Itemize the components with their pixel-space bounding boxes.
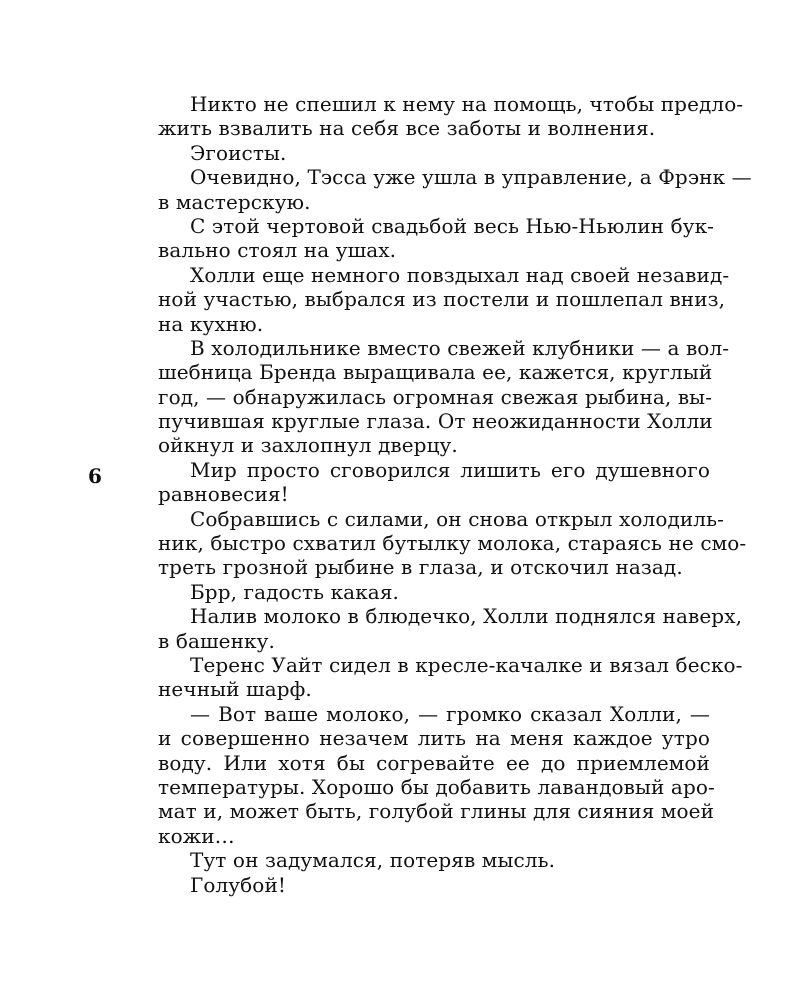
- text-line: С этой чертовой свадьбой весь Нью-Ньюлин бук-: [190, 213, 715, 238]
- paragraph: [158, 335, 730, 458]
- paragraph: [158, 848, 710, 872]
- text-line: воду. Или хотя бы согревайте ее до приемлемой: [158, 750, 710, 775]
- text-line: В холодильнике вместо свежей клубники — а вол-: [190, 335, 730, 360]
- text-line: нечный шарф.: [158, 677, 312, 702]
- text-line: Мир просто сговорился лишить его душевного: [190, 457, 710, 482]
- text-line: — Вот ваше молоко, — громко сказал Холли, —: [190, 701, 710, 726]
- paragraph: [158, 701, 715, 848]
- text-line: Теренс Уайт сидел в кресле-качалке и вязал беско-: [190, 652, 743, 677]
- paragraph: [158, 506, 747, 580]
- paragraph: [158, 262, 730, 336]
- paragraph: [158, 165, 752, 214]
- text-line: треть грозной рыбине в глаза, и отскочил назад.: [158, 555, 683, 580]
- paragraph: [158, 652, 743, 702]
- paragraph: [158, 580, 710, 604]
- text-line: в мастерскую.: [158, 189, 311, 214]
- paragraph: [158, 873, 710, 897]
- text-line: вально стоял на ушах.: [158, 238, 397, 263]
- text-line: Голубой!: [190, 872, 287, 897]
- text-line: Очевидно, Тэсса уже ушла в управление, а Фрэнк —: [190, 165, 752, 190]
- text-line: Тут он задумался, потеряв мысль.: [190, 848, 556, 873]
- text-line: пучившая круглые глаза. От неожиданности Холли: [158, 409, 713, 434]
- text-line: и совершенно незачем лить на меня каждое утро: [158, 726, 710, 751]
- body-text: [158, 92, 752, 897]
- text-line: Налив молоко в блюдечко, Холли поднялся наверх,: [190, 604, 743, 629]
- paragraph: [158, 604, 743, 653]
- text-line: Никто не спешил к нему на помощь, чтобы предло-: [190, 92, 744, 116]
- text-line: температуры. Хорошо бы добавить лавандовый аро-: [158, 774, 715, 799]
- text-line: ойкнул и захлопнул дверцу.: [158, 433, 458, 458]
- paragraph: [158, 92, 744, 141]
- text-line: в башенку.: [158, 628, 275, 653]
- text-line: кожи…: [158, 823, 235, 848]
- text-line: Собравшись с силами, он снова открыл холодиль-: [190, 506, 724, 531]
- text-line: Холли еще немного повздыхал над своей незавид-: [190, 262, 730, 287]
- text-line: Брр, гадость какая.: [190, 579, 400, 604]
- text-line: Эгоисты.: [190, 140, 287, 165]
- text-line: ник, быстро схватил бутылку молока, стараясь не смо-: [158, 531, 747, 556]
- text-line: равновесия!: [158, 482, 289, 507]
- paragraph: [158, 141, 710, 165]
- text-line: ной участью, выбрался из постели и пошлепал вниз,: [158, 287, 726, 312]
- text-line: год, — обнаружилась огромная свежая рыбина, вы-: [158, 384, 713, 409]
- paragraph: [158, 458, 710, 507]
- text-line: жить взвалить на себя все заботы и волнения.: [158, 116, 656, 141]
- text-line: шебница Бренда выращивала ее, кажется, круглый: [158, 360, 713, 385]
- text-line: на кухню.: [158, 311, 264, 336]
- text-line: мат и, может быть, голубой глины для сияния моей: [158, 799, 715, 824]
- paragraph: [158, 213, 715, 263]
- page-number: 6: [88, 464, 102, 488]
